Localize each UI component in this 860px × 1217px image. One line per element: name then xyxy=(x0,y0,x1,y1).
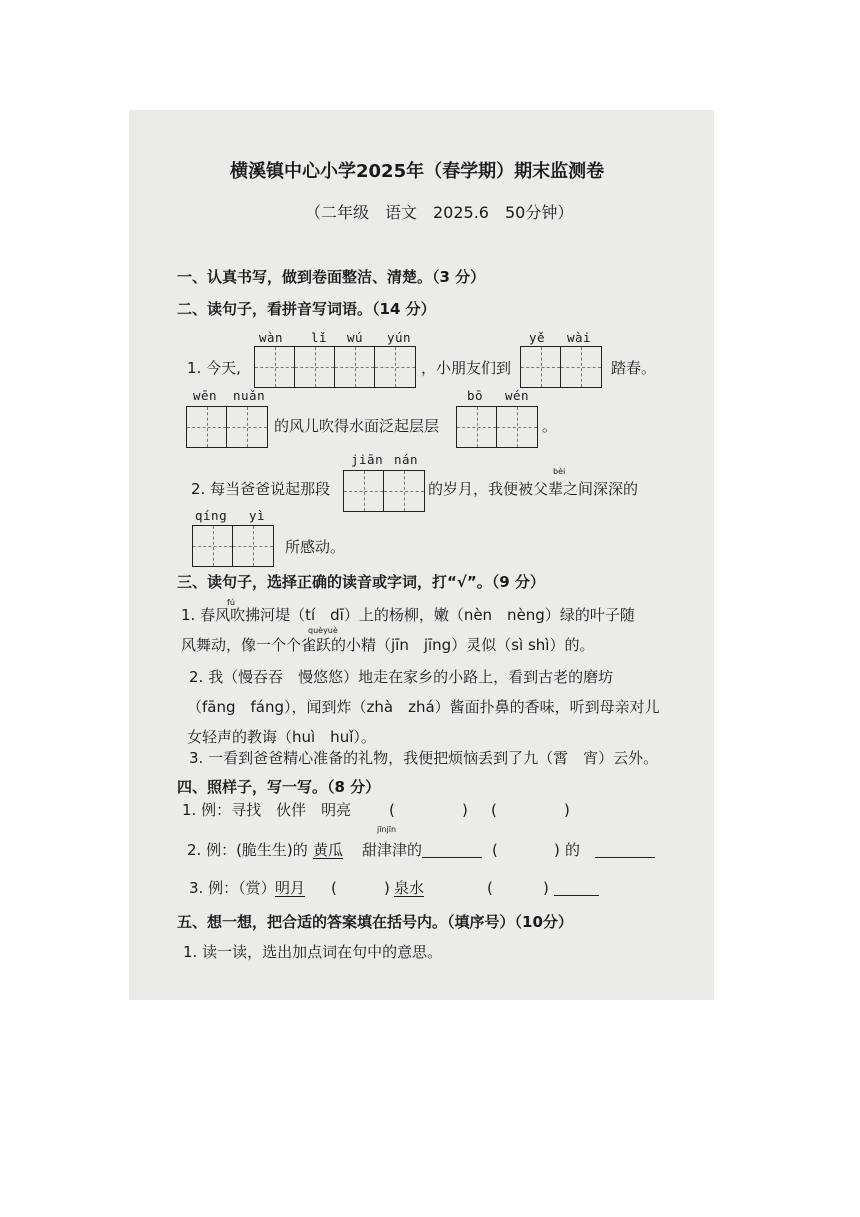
bracket: ( xyxy=(487,879,493,897)
section-3-heading: 三、读句子，选择正确的读音或字词，打“√”。（9 分） xyxy=(177,573,545,591)
grid-cell[interactable] xyxy=(255,347,295,387)
bracket: ( xyxy=(331,879,337,897)
grid-cell[interactable] xyxy=(497,407,537,447)
question-text: 1. 今天, xyxy=(187,359,241,377)
pinyin: nán xyxy=(394,452,419,467)
pinyin: yì xyxy=(249,508,266,523)
writing-grid-2[interactable] xyxy=(192,525,274,567)
pinyin-annotation: jīnjīn xyxy=(377,825,397,834)
writing-grid-2[interactable] xyxy=(456,406,538,448)
example-word: 黄瓜 xyxy=(313,841,344,859)
section-2-heading: 二、读句子，看拼音写词语。（14 分） xyxy=(177,300,436,318)
bracket: ) xyxy=(554,841,560,859)
answer-line[interactable] xyxy=(554,895,599,896)
bracket: ( xyxy=(491,801,497,819)
question-text: 1. 春风吹拂河堤（tí dī）上的杨柳，嫩（nèn nèng）绿的叶子随 xyxy=(181,606,635,624)
example-word: 明月 xyxy=(275,879,306,897)
example-word: 泉水 xyxy=(394,879,425,897)
section-1-heading: 一、认真书写，做到卷面整洁、清楚。（3 分） xyxy=(177,268,486,286)
question-text: 。 xyxy=(542,417,558,435)
bracket: ) xyxy=(543,879,549,897)
grid-cell[interactable] xyxy=(233,526,273,566)
question-text: 1. 例：寻找 伙伴 明亮 xyxy=(182,801,352,819)
question-text: 风舞动，像一个个雀跃的小精（jīn jīng）灵似（sì shì）的。 xyxy=(181,636,595,654)
pinyin: nuǎn xyxy=(233,388,266,403)
grid-cell[interactable] xyxy=(384,471,424,511)
writing-grid-2[interactable] xyxy=(343,470,425,512)
pinyin: lǐ xyxy=(311,330,328,345)
pinyin: wú xyxy=(347,330,364,345)
pinyin: qíng xyxy=(195,508,228,523)
exam-paper xyxy=(129,110,714,1000)
question-text: 2. 每当爸爸说起那段 xyxy=(191,480,331,498)
question-text: 3. 一看到爸爸精心准备的礼物，我便把烦恼丢到了九（霄 宵）云外。 xyxy=(189,749,659,767)
bracket: ) xyxy=(384,879,390,897)
question-text: 的风儿吹得水面泛起层层 xyxy=(274,417,440,435)
grid-cell[interactable] xyxy=(335,347,375,387)
exam-subtitle: （二年级 语文 2025.6 50分钟） xyxy=(305,203,574,222)
section-5-heading: 五、想一想，把合适的答案填在括号内。（填序号）（10分） xyxy=(177,913,573,931)
question-text: 的 xyxy=(565,841,581,859)
pinyin: wài xyxy=(567,330,592,345)
grid-cell[interactable] xyxy=(521,347,561,387)
grid-cell[interactable] xyxy=(193,526,233,566)
pinyin: bō xyxy=(467,388,484,403)
bracket: ) xyxy=(462,801,468,819)
writing-grid-2[interactable] xyxy=(520,346,602,388)
pinyin: jiān xyxy=(351,452,384,467)
question-text: 2. 我（慢吞吞 慢悠悠）地走在家乡的小路上，看到古老的磨坊 xyxy=(189,668,614,686)
writing-grid-2[interactable] xyxy=(186,406,268,448)
pinyin: wén xyxy=(505,388,530,403)
pinyin: yún xyxy=(387,330,412,345)
pinyin-annotation: bèi xyxy=(553,467,566,476)
grid-cell[interactable] xyxy=(227,407,267,447)
pinyin-annotation: quèyuè xyxy=(308,626,338,635)
pinyin-annotation: fú xyxy=(227,598,235,607)
question-text: 的岁月，我便被父辈之间深深的 xyxy=(428,480,639,498)
bracket: ( xyxy=(389,801,395,819)
grid-cell[interactable] xyxy=(295,347,335,387)
bracket: ( xyxy=(492,841,498,859)
grid-cell[interactable] xyxy=(344,471,384,511)
pinyin: wàn xyxy=(259,330,284,345)
grid-cell[interactable] xyxy=(187,407,227,447)
question-text: 甜津津的 xyxy=(362,841,423,859)
grid-cell[interactable] xyxy=(457,407,497,447)
question-text: （fāng fáng），闻到炸（zhà zhá）酱面扑鼻的香味，听到母亲对儿 xyxy=(187,698,660,716)
question-text: 1. 读一读，选出加点词在句中的意思。 xyxy=(183,943,443,961)
grid-cell[interactable] xyxy=(375,347,415,387)
pinyin: wēn xyxy=(193,388,218,403)
pinyin: yě xyxy=(529,330,546,345)
question-text: ，小朋友们到 xyxy=(421,359,512,377)
question-text: 所感动。 xyxy=(285,538,346,556)
exam-title: 横溪镇中心小学2025年（春学期）期末监测卷 xyxy=(230,161,605,182)
answer-line[interactable] xyxy=(422,857,482,858)
grid-cell[interactable] xyxy=(561,347,601,387)
question-text: 踏春。 xyxy=(611,359,657,377)
question-text: 3. 例：（赏） xyxy=(189,879,276,897)
question-text: 2. 例：(脆生生)的 xyxy=(187,841,308,859)
answer-line[interactable] xyxy=(595,857,655,858)
question-text: 女轻声的教诲（huì huǐ）。 xyxy=(187,728,376,746)
writing-grid-4[interactable] xyxy=(254,346,416,388)
section-4-heading: 四、照样子，写一写。（8 分） xyxy=(177,778,381,796)
bracket: ) xyxy=(564,801,570,819)
